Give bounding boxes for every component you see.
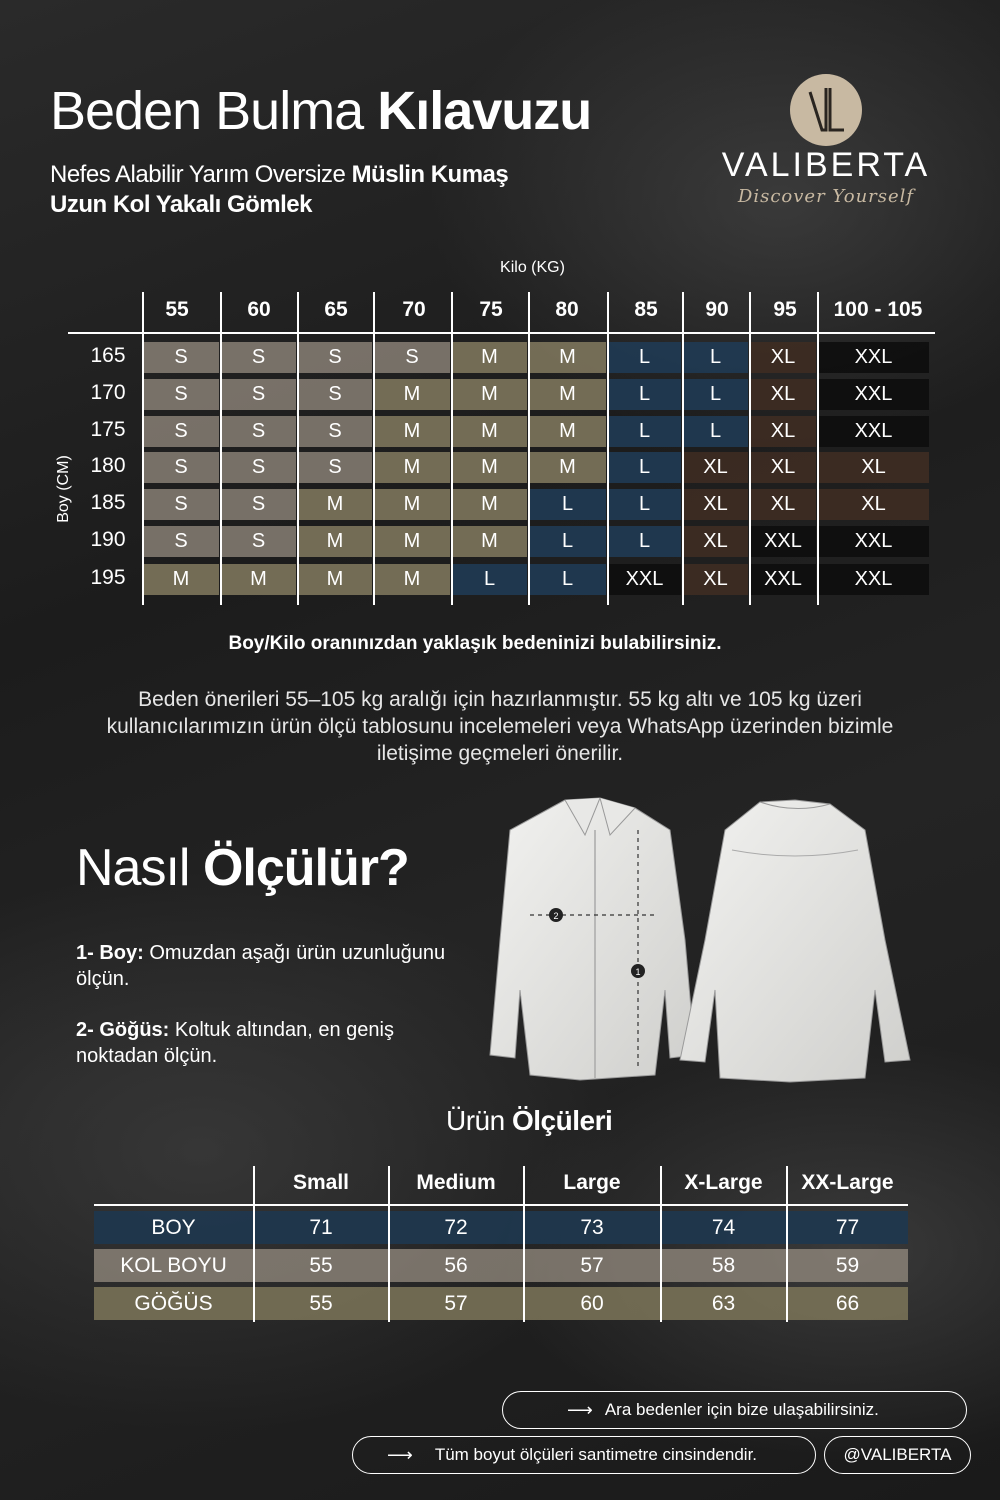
size-cell: XXL bbox=[750, 564, 816, 595]
size-cell: L bbox=[529, 564, 606, 595]
measurement-row-label: KOL BOYU bbox=[94, 1249, 253, 1282]
shirt-illustration bbox=[470, 790, 920, 1090]
size-cell: S bbox=[221, 526, 296, 557]
size-cell: L bbox=[608, 342, 681, 373]
size-cell: M bbox=[374, 379, 450, 410]
height-label: 170 bbox=[90, 381, 126, 404]
step-chest: 2- Göğüs: Koltuk altından, en geniş noktadan ölçün. bbox=[76, 1019, 394, 1067]
grid-column-divider bbox=[749, 292, 751, 605]
svg-text:2: 2 bbox=[553, 911, 559, 921]
measurement-cell: 72 bbox=[389, 1211, 523, 1244]
size-cell: M bbox=[221, 564, 296, 595]
weight-header: 85 bbox=[634, 298, 658, 321]
size-cell: XL bbox=[818, 452, 929, 483]
page-subtitle: Nefes Alabilir Yarım Oversize Müslin Kumaş Uzun Kol Yakalı Gömlek bbox=[50, 161, 509, 218]
size-cell: L bbox=[608, 452, 681, 483]
brand-name: VALIBERTA bbox=[721, 146, 931, 184]
height-label: 190 bbox=[90, 528, 126, 551]
height-label: 165 bbox=[90, 344, 126, 367]
measurement-cell: 58 bbox=[661, 1249, 786, 1282]
measurement-row-label: GÖĞÜS bbox=[94, 1287, 253, 1320]
height-axis-label: Boy (CM) bbox=[54, 455, 72, 523]
size-cell: M bbox=[452, 489, 527, 520]
size-cell: S bbox=[221, 342, 296, 373]
size-cell: S bbox=[374, 342, 450, 373]
size-cell: XL bbox=[750, 379, 816, 410]
table-column-divider bbox=[660, 1166, 662, 1322]
grid-column-divider bbox=[373, 292, 375, 605]
grid-column-divider bbox=[297, 292, 299, 605]
brand-logo-mark bbox=[790, 74, 862, 146]
size-cell: M bbox=[452, 526, 527, 557]
table-column-divider bbox=[786, 1166, 788, 1322]
size-cell: S bbox=[298, 452, 372, 483]
size-cell: XXL bbox=[750, 526, 816, 557]
how-to-title: Nasıl Ölçülür? bbox=[76, 839, 409, 897]
height-label: 175 bbox=[90, 418, 126, 441]
size-cell: S bbox=[221, 416, 296, 447]
size-cell: M bbox=[529, 342, 606, 373]
shirt-back bbox=[680, 800, 910, 1082]
size-cell: XXL bbox=[818, 564, 929, 595]
size-cell: L bbox=[608, 526, 681, 557]
size-cell: XL bbox=[683, 526, 748, 557]
measurement-cell: 56 bbox=[389, 1249, 523, 1282]
size-cell: M bbox=[143, 564, 219, 595]
size-cell: XL bbox=[750, 416, 816, 447]
size-cell: L bbox=[608, 379, 681, 410]
size-cell: S bbox=[221, 379, 296, 410]
grid-column-divider bbox=[682, 292, 684, 605]
size-cell: M bbox=[452, 379, 527, 410]
size-cell: M bbox=[298, 489, 372, 520]
size-header: Large bbox=[563, 1171, 621, 1194]
grid-column-divider bbox=[142, 292, 144, 605]
size-cell: M bbox=[452, 452, 527, 483]
size-cell: XL bbox=[683, 489, 748, 520]
measurement-cell: 74 bbox=[661, 1211, 786, 1244]
size-cell: M bbox=[374, 452, 450, 483]
size-cell: M bbox=[529, 416, 606, 447]
size-cell: S bbox=[143, 526, 219, 557]
height-label: 195 bbox=[90, 566, 126, 589]
size-cell: M bbox=[374, 526, 450, 557]
size-cell: XXL bbox=[818, 379, 929, 410]
measurement-cell: 73 bbox=[524, 1211, 660, 1244]
size-note-bold: Boy/Kilo oranınızdan yaklaşık bedeninizi bulabilirsiniz. bbox=[228, 633, 722, 654]
grid-column-divider bbox=[528, 292, 530, 605]
size-note-body: Beden önerileri 55–105 kg aralığı için hazırlanmıştır. 55 kg altı ve 105 kg üzeri kullanıcılarımızın ürün ölçü tablosunu incelemeleri veya WhatsApp üzerinden bizimle iletişime geçmeleri önerilir. bbox=[106, 688, 894, 765]
size-cell: XXL bbox=[818, 342, 929, 373]
table-column-divider bbox=[253, 1166, 255, 1322]
weight-header: 95 bbox=[773, 298, 797, 321]
shirt-front bbox=[490, 798, 695, 1080]
arrow-right-icon: ⟶ bbox=[567, 1399, 593, 1420]
height-label: 185 bbox=[90, 491, 126, 514]
weight-header: 90 bbox=[705, 298, 729, 321]
size-cell: M bbox=[452, 416, 527, 447]
measurement-cell: 77 bbox=[787, 1211, 908, 1244]
table-column-divider bbox=[388, 1166, 390, 1322]
weight-header: 75 bbox=[479, 298, 503, 321]
grid-column-divider bbox=[220, 292, 222, 605]
brand-tagline: Discover Yourself bbox=[737, 186, 915, 207]
weight-axis-label: Kilo (KG) bbox=[500, 259, 565, 276]
size-cell: S bbox=[143, 452, 219, 483]
size-cell: S bbox=[143, 342, 219, 373]
size-cell: XL bbox=[750, 452, 816, 483]
size-header: Medium bbox=[416, 1171, 496, 1194]
grid-column-divider bbox=[817, 292, 819, 605]
grid-divider bbox=[68, 332, 935, 334]
size-cell: S bbox=[221, 452, 296, 483]
measurement-row-label: BOY bbox=[94, 1211, 253, 1244]
size-cell: M bbox=[529, 452, 606, 483]
size-cell: XL bbox=[750, 489, 816, 520]
size-cell: XL bbox=[683, 564, 748, 595]
size-header: Small bbox=[292, 1171, 350, 1194]
page-title: Beden Bulma Kılavuzu bbox=[50, 81, 592, 141]
size-cell: L bbox=[683, 342, 748, 373]
size-cell: S bbox=[143, 489, 219, 520]
size-cell: XL bbox=[750, 342, 816, 373]
height-label: 180 bbox=[90, 454, 126, 477]
size-cell: XL bbox=[683, 452, 748, 483]
size-cell: S bbox=[143, 379, 219, 410]
size-cell: S bbox=[298, 379, 372, 410]
size-cell: S bbox=[298, 342, 372, 373]
grid-column-divider bbox=[451, 292, 453, 605]
size-cell: M bbox=[374, 489, 450, 520]
footer-note-sizes: ⟶ Ara bedenler için bize ulaşabilirsiniz. bbox=[502, 1391, 967, 1429]
footer-note-units: ⟶ Tüm boyut ölçüleri santimetre cinsindendir. bbox=[352, 1436, 816, 1474]
size-cell: XXL bbox=[818, 526, 929, 557]
size-cell: M bbox=[298, 564, 372, 595]
size-cell: M bbox=[529, 379, 606, 410]
size-cell: L bbox=[683, 379, 748, 410]
svg-text:1: 1 bbox=[635, 967, 641, 977]
size-cell: XL bbox=[818, 489, 929, 520]
measurement-cell: 55 bbox=[254, 1249, 388, 1282]
measurement-cell: 71 bbox=[254, 1211, 388, 1244]
size-cell: XXL bbox=[608, 564, 681, 595]
weight-header: 65 bbox=[324, 298, 348, 321]
monogram-icon bbox=[790, 74, 862, 146]
size-cell: S bbox=[298, 416, 372, 447]
size-cell: L bbox=[529, 526, 606, 557]
brand-monogram: VL bbox=[826, 142, 828, 143]
size-cell: L bbox=[452, 564, 527, 595]
arrow-right-icon: ⟶ bbox=[387, 1444, 413, 1465]
size-header: X-Large bbox=[684, 1171, 763, 1194]
size-cell: L bbox=[529, 489, 606, 520]
size-cell: M bbox=[374, 416, 450, 447]
size-cell: M bbox=[452, 342, 527, 373]
size-cell: M bbox=[298, 526, 372, 557]
size-header: XX-Large bbox=[801, 1171, 894, 1194]
weight-header: 55 bbox=[165, 298, 189, 321]
weight-header: 70 bbox=[402, 298, 426, 321]
size-cell: XXL bbox=[818, 416, 929, 447]
measurement-cell: 59 bbox=[787, 1249, 908, 1282]
size-cell: L bbox=[683, 416, 748, 447]
measurement-cell: 66 bbox=[787, 1287, 908, 1320]
measurement-cell: 63 bbox=[661, 1287, 786, 1320]
grid-column-divider bbox=[607, 292, 609, 605]
size-cell: M bbox=[374, 564, 450, 595]
size-cell: S bbox=[143, 416, 219, 447]
size-cell: L bbox=[608, 416, 681, 447]
size-cell: S bbox=[221, 489, 296, 520]
weight-header: 60 bbox=[247, 298, 271, 321]
size-cell: L bbox=[608, 489, 681, 520]
weight-header: 80 bbox=[555, 298, 579, 321]
measurement-cell: 60 bbox=[524, 1287, 660, 1320]
table-column-divider bbox=[523, 1166, 525, 1322]
measurement-cell: 55 bbox=[254, 1287, 388, 1320]
measurement-cell: 57 bbox=[524, 1249, 660, 1282]
instagram-handle[interactable]: @VALIBERTA bbox=[824, 1436, 971, 1474]
step-length: 1- Boy: Omuzdan aşağı ürün uzunluğunu ölçün. bbox=[76, 942, 446, 990]
measurement-cell: 57 bbox=[389, 1287, 523, 1320]
measurements-title: Ürün Ölçüleri bbox=[446, 1105, 613, 1136]
weight-header: 100 - 105 bbox=[833, 298, 923, 321]
